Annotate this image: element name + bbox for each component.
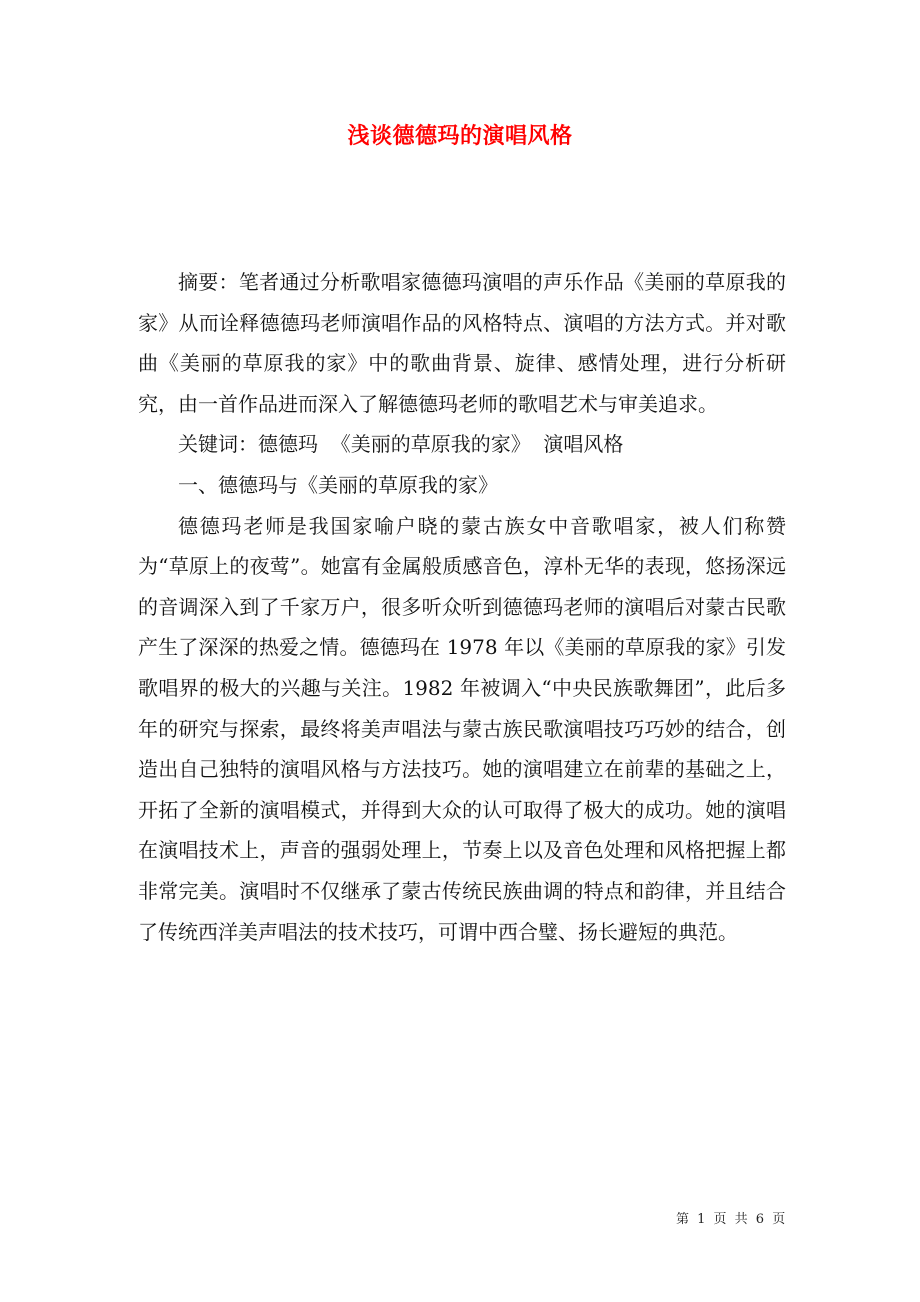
document-title: 浅谈德德玛的演唱风格 (347, 124, 573, 149)
body-paragraph: 德德玛老师是我国家喻户晓的蒙古族女中音歌唱家，被人们称赞为“草原上的夜莺”。她富有金属般质感音色，淳朴无华的表现，悠扬深远的音调深入到了千家万户，很多听众听到德德玛老师的演唱后对蒙古民歌产生了深深的热爱之情。德德玛在 1978 年以《美丽的草原我的家》引发歌唱界的极大的兴趣与关注。1982 年被调入“中央民族歌舞团”，此后多年的研究与探索，最终将美声唱法与蒙古族民歌演唱技巧巧妙的结合，创造出自己独特的演唱风格与方法技巧。她的演唱建立在前辈的基础之上，开拓了全新的演唱模式，并得到大众的认可取得了极大的成功。她的演唱在演唱技术上，声音的强弱处理上，节奏上以及音色处理和风格把握上都非常完美。演唱时不仅继承了蒙古传统民族曲调的特点和韵律，并且结合了传统西洋美声唱法的技术技巧，可谓中西合璧、扬长避短的典范。 (138, 513, 786, 944)
document-body (138, 262, 786, 952)
page-number-footer: 第 1 页 共 6 页 (676, 1212, 788, 1227)
keywords-paragraph: 关键词：德德玛 《美丽的草原我的家》 演唱风格 (178, 432, 624, 457)
abstract-paragraph: 摘要：笔者通过分析歌唱家德德玛演唱的声乐作品《美丽的草原我的家》从而诠释德德玛老师演唱作品的风格特点、演唱的方法方式。并对歌曲《美丽的草原我的家》中的歌曲背景、旋律、感情处理，进行分析研究，由一首作品进而深入了解德德玛老师的歌唱艺术与审美追求。 (138, 270, 786, 416)
section-heading: 一、德德玛与《美丽的草原我的家》 (178, 472, 498, 497)
